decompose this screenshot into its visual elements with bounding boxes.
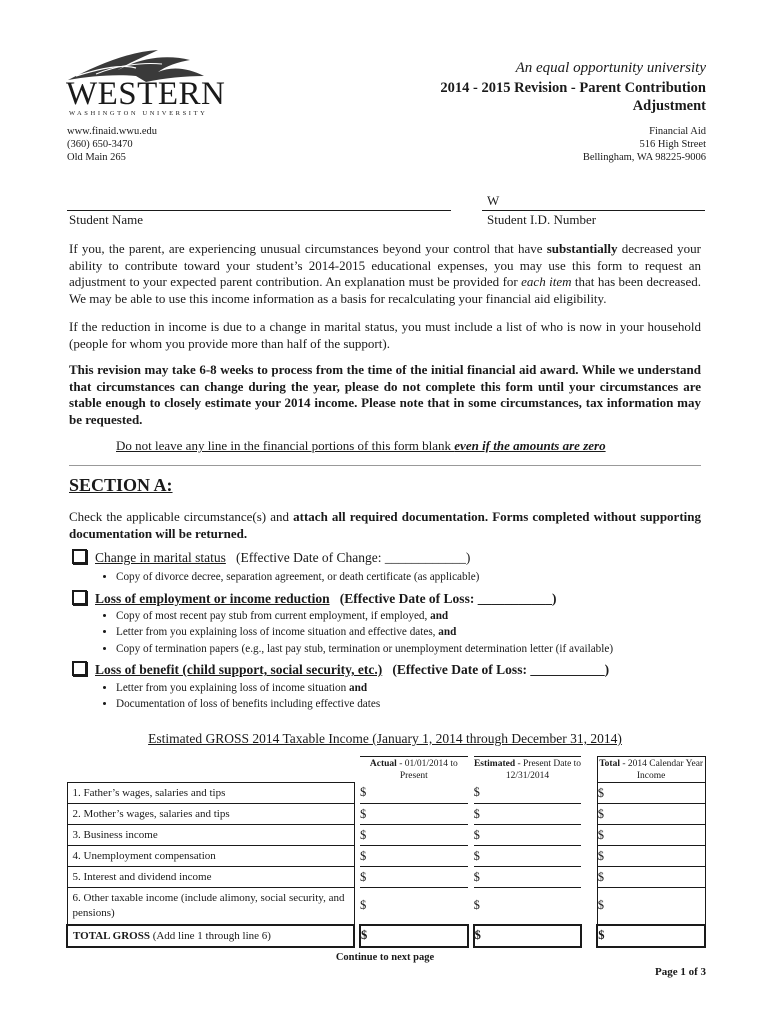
checkbox-loss-of-employment[interactable] [72,590,87,605]
checkbox-marital-status[interactable] [72,549,87,564]
row-label: 5. Interest and dividend income [67,867,354,888]
checkbox-loss-of-benefit[interactable] [72,661,87,676]
total-amount-field[interactable]: $ [597,846,705,867]
table-row [67,825,705,846]
actual-amount-field[interactable]: $ [360,825,468,846]
actual-amount-field[interactable]: $ [360,888,468,925]
loss-of-benefit-requirements [94,680,380,713]
row-label: 6. Other taxable income (include alimony, social security, and pensions) [67,888,354,925]
website-link[interactable]: www.finaid.wwu.edu [67,126,158,137]
row-label: 1. Father’s wages, salaries and tips [67,783,354,804]
estimated-amount-field[interactable]: $ [474,867,582,888]
column-header-estimated: Estimated - Present Date to 12/31/2014 [474,757,582,783]
intro-paragraph-3: This revision may take 6-8 weeks to process from the time of the initial financial aid award. While we understand that circumstances can change during the year, please do not complete this form until your circumstances are stable enough to closely estimate your 2014 income. Please note that in some circumstances, tax information may be requested. [69,362,701,427]
actual-amount-field[interactable]: $ [360,783,468,804]
contact-left [67,125,157,164]
row-label: 3. Business income [67,825,354,846]
office-location: Old Main 265 [67,152,126,163]
actual-amount-field[interactable]: $ [360,804,468,825]
income-table-title: Estimated GROSS 2014 Taxable Income (January 1, 2014 through December 31, 2014) [148,731,622,746]
estimated-amount-field[interactable]: $ [474,783,582,804]
section-a-title: SECTION A: [69,475,173,495]
contact-right [583,125,706,164]
total-gross-label: TOTAL GROSS (Add line 1 through line 6) [67,925,354,947]
total-amount-field[interactable]: $ [597,888,705,925]
estimated-amount-field[interactable]: $ [474,804,582,825]
student-name-input[interactable] [67,210,451,211]
estimated-amount-field[interactable]: $ [474,825,582,846]
total-amount-field[interactable]: $ [597,783,705,804]
total-amount-field[interactable]: $ [597,804,705,825]
table-row [67,867,705,888]
logo-wordmark: WESTERN [66,76,226,112]
blank-line-notice: Do not leave any line in the financial portions of this form blank even if the amounts are zero [116,438,606,453]
logo-subtitle: WASHINGTON UNIVERSITY [69,110,208,117]
continue-notice: Continue to next page [335,952,435,963]
list-item: • Copy of termination papers (e.g., last pay stub, termination or unemployment determination letter (if available) [116,641,613,657]
loss-of-employment-heading: Loss of employment or income reduction (Effective Date of Loss: ___________) [95,591,557,606]
city-state-zip: Bellingham, WA 98225-9006 [582,152,706,163]
estimated-amount-field[interactable]: $ [474,888,582,925]
table-row [67,783,705,804]
list-item: • Letter from you explaining loss of income situation and effective dates, and [116,624,613,640]
section-a-instructions: Check the applicable circumstance(s) and attach all required documentation. Forms completed without supporting documentation will be returned. [69,509,701,541]
actual-total-field[interactable]: $ [360,925,468,947]
estimated-total-field[interactable]: $ [474,925,582,947]
list-item: • Letter from you explaining loss of income situation and [116,680,380,696]
street-address: 516 High Street [639,139,706,150]
loss-of-employment-requirements [94,608,613,657]
actual-amount-field[interactable]: $ [360,867,468,888]
row-label: 2. Mother’s wages, salaries and tips [67,804,354,825]
student-id-input[interactable] [482,210,705,211]
tagline: An equal opportunity university [515,60,706,76]
total-amount-field[interactable]: $ [597,867,705,888]
form-title-line-1: 2014 - 2015 Revision - Parent Contribution [440,80,706,96]
marital-status-heading: Change in marital status (Effective Date of Change: ____________) [95,550,471,565]
intro-paragraph-1: If you, the parent, are experiencing unusual circumstances beyond your control that have substantially decreased your ability to contribute toward your student’s 2014-2015 educational expenses, you may use this form to request an adjustment to your expected parent contribution. An explanation must be provided for each item that has been decreased. We may be able to use this income information as a basis for recalculating your financial aid eligibility. [69,241,702,306]
student-id-prefix: W [487,193,500,208]
marital-status-requirements [94,569,479,585]
intro-paragraph-2: If the reduction in income is due to a change in marital status, you must include a list of who is now in your household (people for whom you provide more than half of the support). [69,319,701,351]
estimated-amount-field[interactable]: $ [474,846,582,867]
actual-amount-field[interactable]: $ [360,846,468,867]
page-number: Page 1 of 3 [654,966,706,978]
table-header-row [67,757,705,783]
list-item: • Copy of most recent pay stub from current employment, if employed, and [116,608,613,624]
department-name: Financial Aid [649,126,706,137]
table-row [67,846,705,867]
form-title-line-2: Adjustment [632,98,706,114]
grand-total-field[interactable]: $ [597,925,705,947]
section-divider [69,465,701,466]
list-item: • Documentation of loss of benefits including effective dates [116,696,380,712]
total-amount-field[interactable]: $ [597,825,705,846]
table-row [67,804,705,825]
total-row [67,925,705,947]
loss-of-benefit-heading: Loss of benefit (child support, social security, etc.) (Effective Date of Loss: ___________) [95,662,610,677]
student-id-label: Student I.D. Number [487,212,597,227]
column-header-actual: Actual - 01/01/2014 to Present [360,757,468,783]
list-item: • Copy of divorce decree, separation agreement, or death certificate (as applicable) [116,569,479,585]
phone-number: (360) 650-3470 [67,139,133,150]
row-label: 4. Unemployment compensation [67,846,354,867]
student-name-label: Student Name [69,212,144,227]
column-header-total: Total - 2014 Calendar Year Income [599,758,704,781]
income-table [66,756,706,948]
table-row [67,888,705,925]
